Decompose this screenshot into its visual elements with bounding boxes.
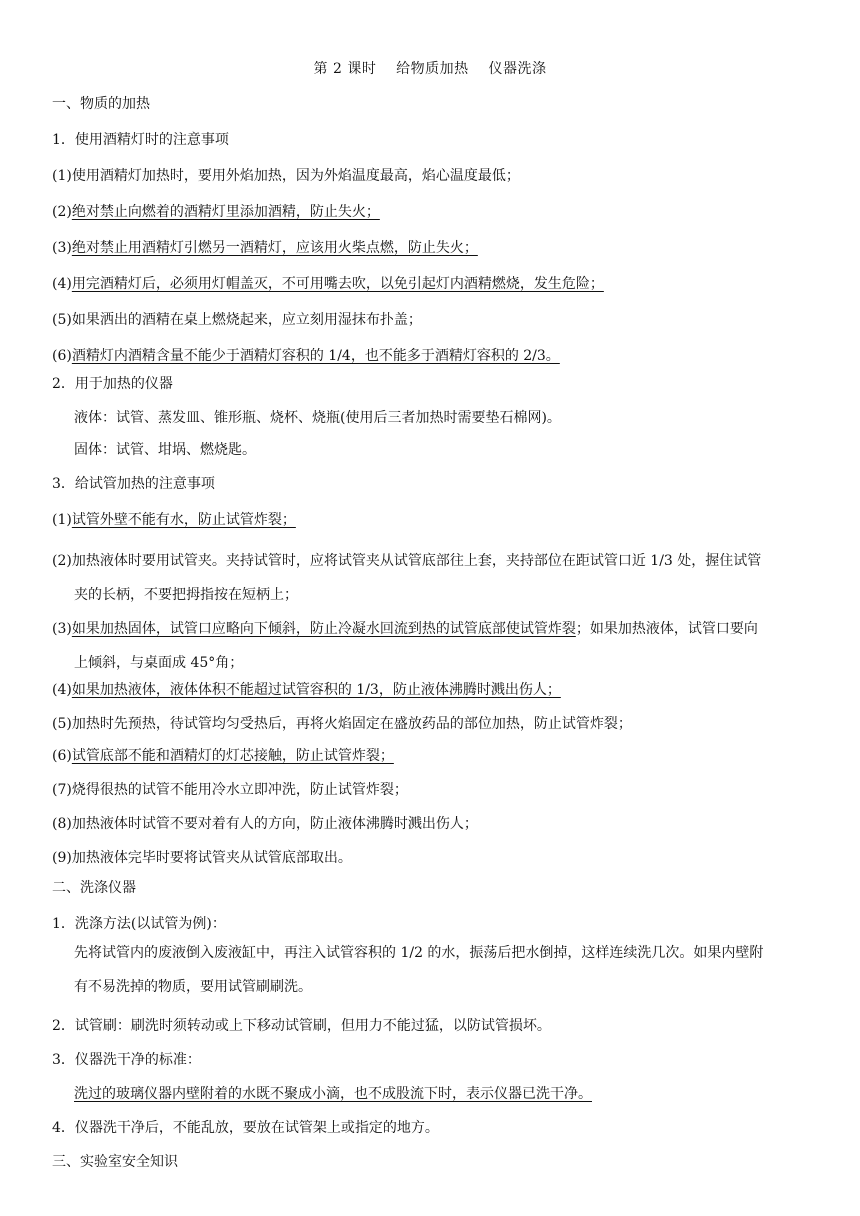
list-item: (8)加热液体时试管不要对着有人的方向，防止液体沸腾时溅出伤人； [52,816,478,832]
liquid-instruments: 液体：试管、蒸发皿、锥形瓶、烧杯、烧瓶(使用后三者加热时需要垫石棉网)。 [74,410,561,426]
list-item: (3)如果加热固体，试管口应略向下倾斜，防止冷凝水回流到热的试管底部使试管炸裂；如果加热液体，试管口要向 上倾斜，与桌面成 45°角； [52,621,758,671]
list-item: (6)酒精灯内酒精含量不能少于酒精灯容积的 1/4，也不能多于酒精灯容积的 2/3。 [52,348,560,364]
list-item: (5)加热时先预热，待试管均匀受热后，再将火焰固定在盛放药品的部位加热，防止试管炸裂； [52,716,632,732]
washing-method-body: 先将试管内的废液倒入废液缸中，再注入试管容积的 1/2 的水，振荡后把水倒掉，这样连续洗几次。如果内壁附 有不易洗掉的物质，要用试管刷刷洗。 [74,945,764,995]
list-item: (7)烧得很热的试管不能用冷水立即冲洗，防止试管炸裂； [52,782,408,798]
list-item: (4)如果加热液体，液体体积不能超过试管容积的 1/3，防止液体沸腾时溅出伤人； [52,682,561,698]
list-item: (1)使用酒精灯加热时，要用外焰加热，因为外焰温度最高，焰心温度最低； [52,168,520,184]
list-item: (5)如果洒出的酒精在桌上燃烧起来，应立刻用湿抹布扑盖； [52,312,422,328]
section-heading-safety: 三、实验室安全知识 [52,1154,178,1170]
list-item: (9)加热液体完毕时要将试管夹从试管底部取出。 [52,850,352,866]
list-item: (1)试管外壁不能有水，防止试管炸裂； [52,512,296,528]
solid-instruments: 固体：试管、坩埚、燃烧匙。 [74,442,256,458]
subheading-alcohol-lamp: 1．使用酒精灯时的注意事项 [52,132,229,148]
list-item: (4)用完酒精灯后，必须用灯帽盖灭，不可用嘴去吹，以免引起灯内酒精燃烧，发生危险； [52,276,604,292]
list-item: (6)试管底部不能和酒精灯的灯芯接触，防止试管炸裂； [52,748,394,764]
subheading-washing-method: 1．洗涤方法(以试管为例)： [52,916,226,932]
page-title: 第 2 课时 给物质加热 仪器洗涤 [313,61,547,77]
list-item: (2)加热液体时要用试管夹。夹持试管时，应将试管夹从试管底部往上套，夹持部位在距试管口近 1/3 处，握住试管 夹的长柄，不要把拇指按在短柄上； [52,553,762,603]
list-item: (3)绝对禁止用酒精灯引燃另一酒精灯，应该用火柴点燃，防止失火； [52,240,478,256]
clean-standard-text: 洗过的玻璃仪器内壁附着的水既不聚成小滴，也不成股流下时，表示仪器已洗干净。 [74,1086,592,1102]
subheading-test-tube-heating: 3．给试管加热的注意事项 [52,476,215,492]
section-heading-heating: 一、物质的加热 [52,96,150,112]
storage-note: 4．仪器洗干净后，不能乱放，要放在试管架上或指定的地方。 [52,1120,439,1136]
test-tube-brush-note: 2．试管刷：刷洗时须转动或上下移动试管刷，但用力不能过猛，以防试管损坏。 [52,1018,551,1034]
list-item: (2)绝对禁止向燃着的酒精灯里添加酒精，防止失火； [52,204,380,220]
section-heading-washing: 二、洗涤仪器 [52,880,136,896]
subheading-clean-standard: 3．仪器洗干净的标准： [52,1052,201,1068]
subheading-heating-instruments: 2．用于加热的仪器 [52,376,173,392]
